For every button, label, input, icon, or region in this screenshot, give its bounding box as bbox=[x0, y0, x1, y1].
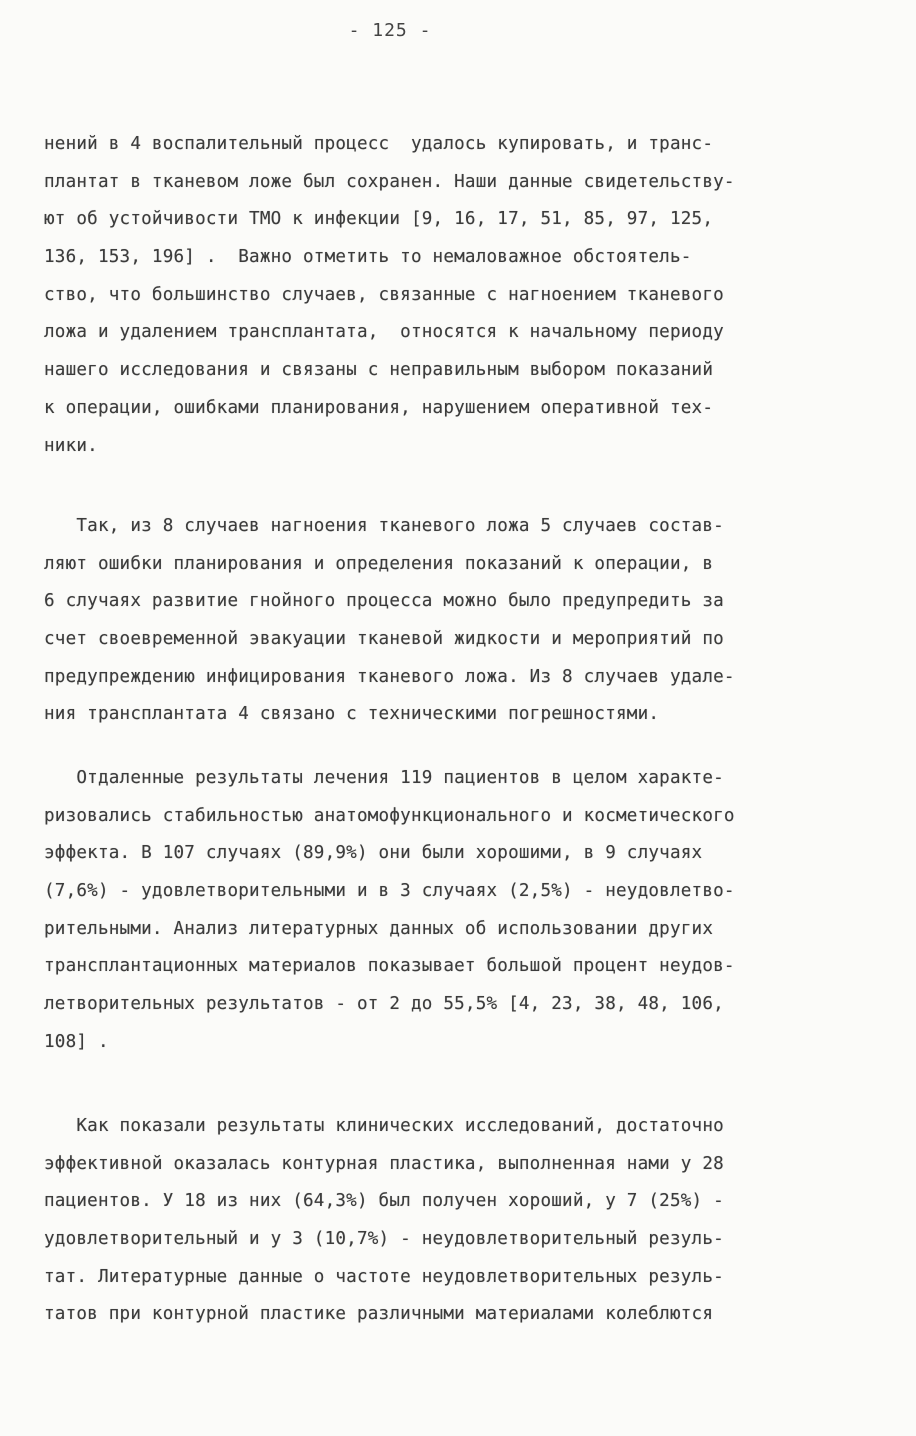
text-line: пациентов. У 18 из них (64,3%) был получен хороший, у 7 (25%) - bbox=[44, 1191, 724, 1212]
text-line: летворительных результатов - от 2 до 55,5% [4, 23, 38, 48, 106, bbox=[44, 994, 724, 1015]
text-line: ство, что большинство случаев, связанные с нагноением тканевого bbox=[44, 284, 724, 305]
text-line: ют об устойчивости ТМО к инфекции [9, 16, 17, 51, 85, 97, 125, bbox=[44, 209, 714, 230]
text-line: Как показали результаты клинических исследований, достаточно bbox=[44, 1116, 724, 1136]
text-line: ляют ошибки планирования и определения показаний к операции, в bbox=[44, 553, 714, 574]
text-line: счет своевременной эвакуации тканевой жидкости и мероприятий по bbox=[44, 629, 724, 650]
text-line: 108] . bbox=[44, 1031, 109, 1052]
text-line: татов при контурной пластике различными материалами колеблются bbox=[44, 1304, 714, 1325]
text-line: ники. bbox=[44, 435, 98, 456]
text-line: рительными. Анализ литературных данных об использовании других bbox=[44, 918, 714, 939]
text-line: нашего исследования и связаны с неправильным выбором показаний bbox=[44, 360, 714, 381]
text-line: трансплантационных материалов показывает большой процент неудов- bbox=[44, 956, 735, 977]
paragraph-4 bbox=[44, 1108, 874, 1334]
text-line: 136, 153, 196] . Важно отметить то немаловажное обстоятель- bbox=[44, 247, 692, 268]
paragraph-3 bbox=[44, 760, 874, 1062]
text-line: Отдаленные результаты лечения 119 пациентов в целом характе- bbox=[44, 768, 724, 788]
text-line: плантат в тканевом ложе был сохранен. Наши данные свидетельству- bbox=[44, 171, 735, 192]
text-line: ложа и удалением трансплантата, относятся к начальному периоду bbox=[44, 322, 724, 343]
text-line: эффективной оказалась контурная пластика, выполненная нами у 28 bbox=[44, 1153, 724, 1174]
text-line: к операции, ошибками планирования, нарушением оперативной тех- bbox=[44, 397, 714, 418]
page-number: - 125 - bbox=[348, 20, 432, 41]
text-line: удовлетворительный и у 3 (10,7%) - неудовлетворительный резуль- bbox=[44, 1229, 724, 1250]
text-line: ризовались стабильностью анатомофункционального и косметического bbox=[44, 805, 735, 826]
text-line: предупреждению инфицирования тканевого ложа. Из 8 случаев удале- bbox=[44, 666, 735, 687]
paragraph-2 bbox=[44, 508, 874, 734]
text-line: Так, из 8 случаев нагноения тканевого ложа 5 случаев состав- bbox=[44, 516, 724, 536]
paragraph-1 bbox=[44, 126, 874, 465]
text-line: (7,6%) - удовлетворительными и в 3 случаях (2,5%) - неудовлетво- bbox=[44, 881, 735, 902]
text-line: тат. Литературные данные о частоте неудовлетворительных резуль- bbox=[44, 1266, 724, 1287]
text-line: ния трансплантата 4 связано с техническими погрешностями. bbox=[44, 704, 660, 725]
text-line: нений в 4 воспалительный процесс удалось купировать, и транс- bbox=[44, 134, 714, 154]
text-line: 6 случаях развитие гнойного процесса можно было предупредить за bbox=[44, 591, 724, 612]
text-line: эффекта. В 107 случаях (89,9%) они были хорошими, в 9 случаях bbox=[44, 843, 703, 864]
